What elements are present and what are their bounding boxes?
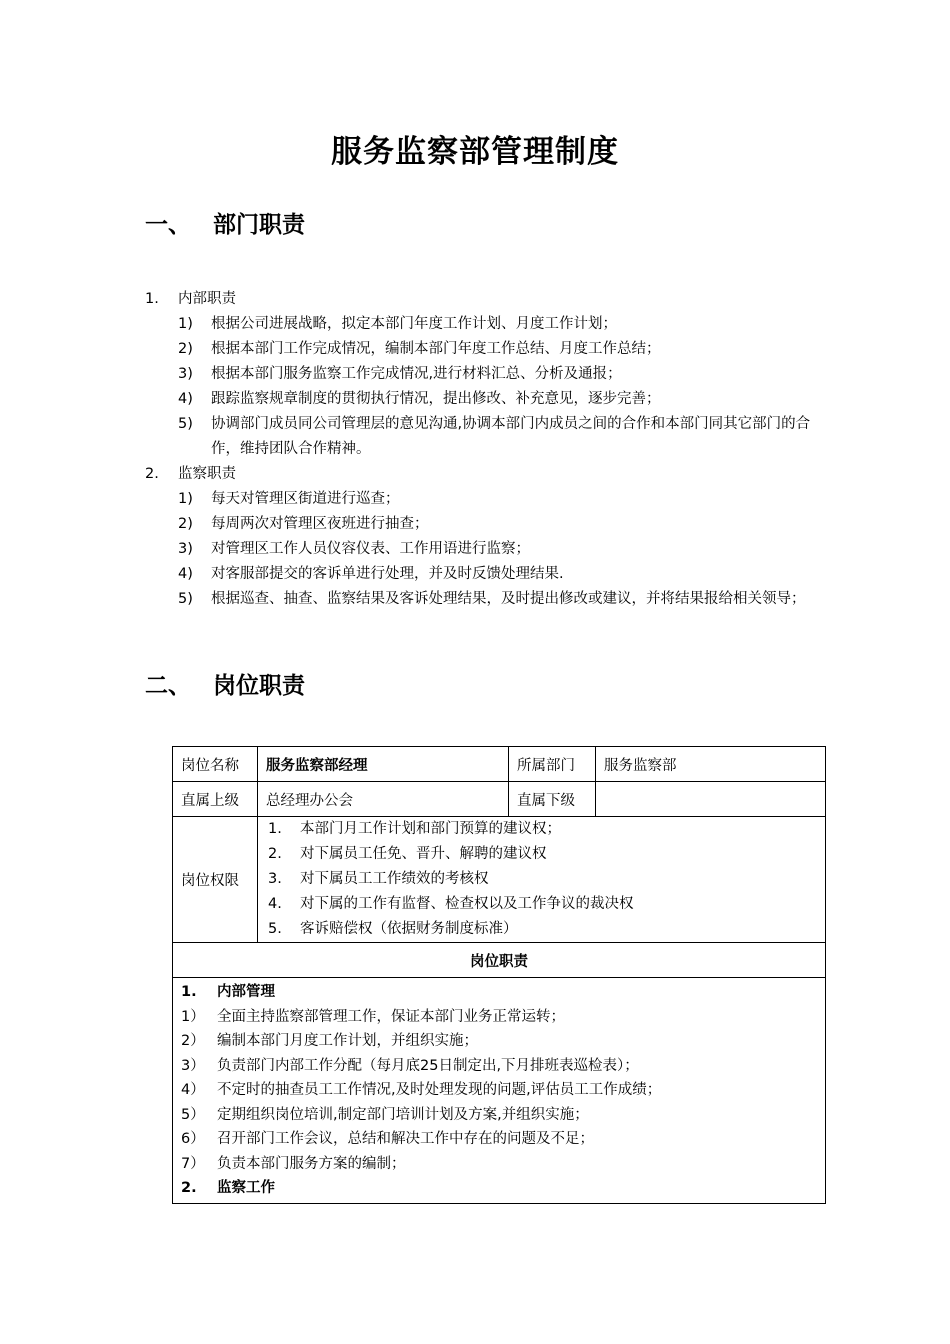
list-item: 2. 对下属员工任免、晋升、解聘的建议权: [268, 846, 547, 862]
department-value: 服务监察部: [596, 747, 826, 782]
list-item: 3) 根据本部门服务监察工作完成情况,进行材料汇总、分析及通报；: [178, 366, 622, 382]
authority-list: [258, 817, 826, 943]
list-item: 7） 负责本部门服务方案的编制；: [181, 1155, 406, 1172]
section-number: 二、: [145, 673, 191, 699]
list-item: 1） 全面主持监察部管理工作，保证本部门业务正常运转；: [181, 1008, 565, 1025]
list-item: 1) 根据公司进展战略，拟定本部门年度工作计划、月度工作计划；: [178, 316, 617, 332]
list-item: 2) 每周两次对管理区夜班进行抽查；: [178, 516, 429, 532]
table-row: [173, 943, 826, 978]
list-item: 5. 客诉赔偿权（依据财务制度标准）: [268, 921, 518, 937]
label-cell: 岗位权限: [173, 817, 258, 943]
list-item: 1. 本部门月工作计划和部门预算的建议权；: [268, 821, 561, 837]
list-group-heading: 1. 内部管理: [181, 984, 275, 1000]
list-group-heading: 2. 监察职责: [145, 466, 236, 482]
job-description-table: [172, 746, 826, 1204]
label-cell: 所属部门: [509, 747, 596, 782]
list-item: 6） 召开部门工作会议，总结和解决工作中存在的问题及不足；: [181, 1131, 594, 1147]
table-row: [173, 747, 826, 782]
list-item: 2) 根据本部门工作完成情况，编制本部门年度工作总结、月度工作总结；: [178, 341, 661, 357]
list-item: 3) 对管理区工作人员仪容仪表、工作用语进行监察；: [178, 541, 530, 557]
list-item: 4) 对客服部提交的客诉单进行处理，并及时反馈处理结果.: [178, 566, 564, 582]
list-item: 2） 编制本部门月度工作计划，并组织实施；: [181, 1033, 478, 1049]
label-cell: 岗位名称: [173, 747, 258, 782]
label-cell: 直属下级: [509, 782, 596, 817]
duties-list: [173, 978, 826, 1204]
section-title: 部门职责: [213, 212, 305, 238]
table-row: [173, 782, 826, 817]
list-item: 4) 跟踪监察规章制度的贯彻执行情况，提出修改、补充意见，逐步完善；: [178, 391, 661, 407]
list-item: 4. 对下属的工作有监督、检查权以及工作争议的裁决权: [268, 896, 634, 912]
list-item: 3. 对下属员工工作绩效的考核权: [268, 871, 489, 887]
section-heading-1: [145, 206, 305, 239]
table-row: [173, 978, 826, 1204]
label-cell: 直属上级: [173, 782, 258, 817]
department-duties-list: [145, 287, 825, 612]
list-item: 5) 根据巡查、抽查、监察结果及客诉处理结果，及时提出修改或建议，并将结果报给相关领导；: [178, 591, 806, 607]
list-group-heading: 2. 监察工作: [181, 1180, 275, 1196]
subordinate-value: [596, 782, 826, 817]
section-title: 岗位职责: [213, 673, 305, 699]
duties-header: 岗位职责: [173, 943, 826, 978]
list-item: 5） 定期组织岗位培训,制定部门培训计划及方案,并组织实施；: [181, 1106, 589, 1123]
section-number: 一、: [145, 212, 191, 238]
table-row: [173, 817, 826, 943]
list-item: 1) 每天对管理区街道进行巡查；: [178, 491, 400, 507]
superior-value: 总经理办公会: [258, 782, 509, 817]
section-heading-2: [145, 667, 305, 700]
list-item: 5) 协调部门成员同公司管理层的意见沟通,协调本部门内成员之间的合作和本部门同其它部门的合作，维持团队合作精神。: [178, 416, 811, 457]
list-item: 3） 负责部门内部工作分配（每月底25日制定出,下月排班表巡检表）；: [181, 1057, 639, 1074]
page-title: 服务监察部管理制度: [331, 134, 619, 170]
position-value: 服务监察部经理: [258, 747, 509, 782]
list-item: 4） 不定时的抽查员工工作情况,及时处理发现的问题,评估员工工作成绩；: [181, 1082, 662, 1098]
list-group-heading: 1. 内部职责: [145, 291, 236, 307]
